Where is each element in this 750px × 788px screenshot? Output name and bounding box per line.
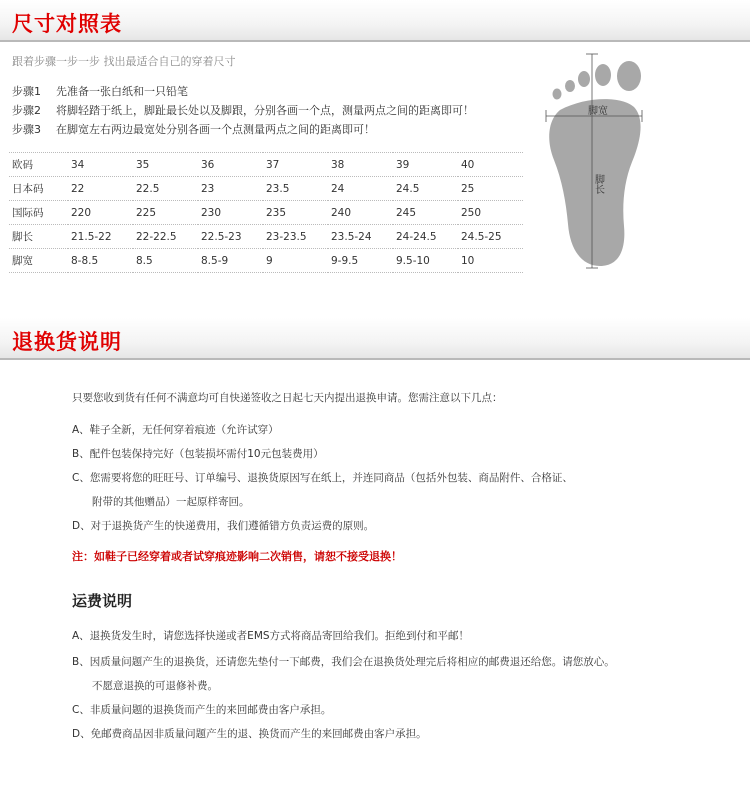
- size-cell: 9: [263, 249, 328, 273]
- size-cell: 220: [68, 201, 133, 225]
- return-point-a: A、鞋子全新，无任何穿着痕迹（允许试穿）: [72, 424, 279, 436]
- measure-steps: [12, 82, 474, 139]
- return-intro: 只要您收到货有任何不满意均可自快递签收之日起七天内提出退换申请。您需注意以下几点：: [72, 392, 503, 404]
- size-cell: 235: [263, 201, 328, 225]
- size-cell: 8.5-9: [198, 249, 263, 273]
- size-cell: 245: [393, 201, 458, 225]
- size-cell: 10: [458, 249, 523, 273]
- size-cell: 22.5: [133, 177, 198, 201]
- row-header: 欧码: [9, 153, 68, 177]
- return-point-c-cont: 附带的其他赠品）一起原样寄回。: [92, 496, 250, 508]
- size-chart-subtitle: 跟着步骤一步一步 找出最适合自己的穿着尺寸: [12, 55, 236, 68]
- size-cell: 25: [458, 177, 523, 201]
- size-cell: 22-22.5: [133, 225, 198, 249]
- size-cell: 22: [68, 177, 133, 201]
- step-text: 将脚轻踏于纸上，脚趾最长处以及脚跟，分别各画一个点，测量两点之间的距离即可！: [56, 104, 474, 117]
- size-cell: 8-8.5: [68, 249, 133, 273]
- shipping-point-c: C、非质量问题的退换货而产生的来回邮费由客户承担。: [72, 704, 332, 716]
- return-policy-title: 退换货说明: [12, 330, 122, 354]
- size-row-jp: [9, 177, 523, 201]
- size-cell: 24.5: [393, 177, 458, 201]
- big-toe-shape: [617, 61, 641, 91]
- size-cell: 240: [328, 201, 393, 225]
- toe-shape: [595, 64, 611, 86]
- foot-length-label: [593, 173, 605, 195]
- size-cell: 34: [68, 153, 133, 177]
- shipping-point-b: B、因质量问题产生的退换货，还请您先垫付一下邮费，我们会在退换货处理完后将相应的邮费退还给您。请您放心。: [72, 656, 615, 668]
- toe-shape: [578, 71, 590, 87]
- size-row-eu: [9, 153, 523, 177]
- toe-shape: [565, 80, 575, 92]
- step-label: 步骤2: [12, 104, 41, 117]
- size-cell: 9-9.5: [328, 249, 393, 273]
- return-point-c: C、您需要将您的旺旺号、订单编号、退换货原因写在纸上，并连同商品（包括外包装、商品附件、合格证、: [72, 472, 573, 484]
- step-label: 步骤1: [12, 85, 41, 98]
- size-cell: 23.5: [263, 177, 328, 201]
- foot-width-label: 脚宽: [588, 106, 608, 117]
- size-cell: 35: [133, 153, 198, 177]
- size-cell: 24: [328, 177, 393, 201]
- row-header: 国际码: [9, 201, 68, 225]
- shipping-title: 运费说明: [72, 592, 133, 610]
- size-cell: 40: [458, 153, 523, 177]
- foot-length-label-text: 脚长: [592, 174, 604, 194]
- row-header: 脚宽: [9, 249, 68, 273]
- size-row-foot-length: [9, 225, 523, 249]
- step-row: [12, 101, 474, 120]
- size-row-intl: [9, 201, 523, 225]
- size-row-foot-width: [9, 249, 523, 273]
- size-cell: 36: [198, 153, 263, 177]
- size-cell: 8.5: [133, 249, 198, 273]
- toe-shape: [553, 89, 562, 100]
- size-cell: 21.5-22: [68, 225, 133, 249]
- return-policy-header: [0, 318, 750, 360]
- step-row: [12, 120, 474, 139]
- foot-illustration: [540, 52, 652, 272]
- size-table: [9, 152, 523, 273]
- shipping-point-d: D、免邮费商品因非质量问题产生的退、换货而产生的来回邮费由客户承担。: [72, 728, 427, 740]
- shipping-point-b-cont: 不愿意退换的可退修补费。: [92, 680, 218, 692]
- size-cell: 22.5-23: [198, 225, 263, 249]
- size-cell: 39: [393, 153, 458, 177]
- size-cell: 9.5-10: [393, 249, 458, 273]
- size-cell: 230: [198, 201, 263, 225]
- return-point-d: D、对于退换货产生的快递费用，我们遵循错方负责运费的原则。: [72, 520, 375, 532]
- shipping-point-a: A、退换货发生时，请您选择快递或者EMS方式将商品寄回给我们。拒绝到付和平邮！: [72, 630, 470, 642]
- size-chart-header: [0, 0, 750, 42]
- return-warning: 注：如鞋子已经穿着或者试穿痕迹影响二次销售，请恕不接受退换！: [72, 550, 402, 563]
- size-cell: 23: [198, 177, 263, 201]
- step-text: 在脚宽左右两边最宽处分别各画一个点测量两点之间的距离即可！: [56, 123, 375, 136]
- step-label: 步骤3: [12, 123, 41, 136]
- row-header: 日本码: [9, 177, 68, 201]
- size-cell: 24-24.5: [393, 225, 458, 249]
- size-cell: 225: [133, 201, 198, 225]
- size-chart-title: 尺寸对照表: [12, 12, 122, 36]
- return-point-b: B、配件包装保持完好（包装损坏需付10元包装费用）: [72, 448, 324, 460]
- size-cell: 38: [328, 153, 393, 177]
- row-header: 脚长: [9, 225, 68, 249]
- size-cell: 24.5-25: [458, 225, 523, 249]
- size-cell: 23.5-24: [328, 225, 393, 249]
- size-cell: 23-23.5: [263, 225, 328, 249]
- step-row: [12, 82, 474, 101]
- step-text: 先准备一张白纸和一只铅笔: [56, 85, 188, 98]
- size-cell: 37: [263, 153, 328, 177]
- size-cell: 250: [458, 201, 523, 225]
